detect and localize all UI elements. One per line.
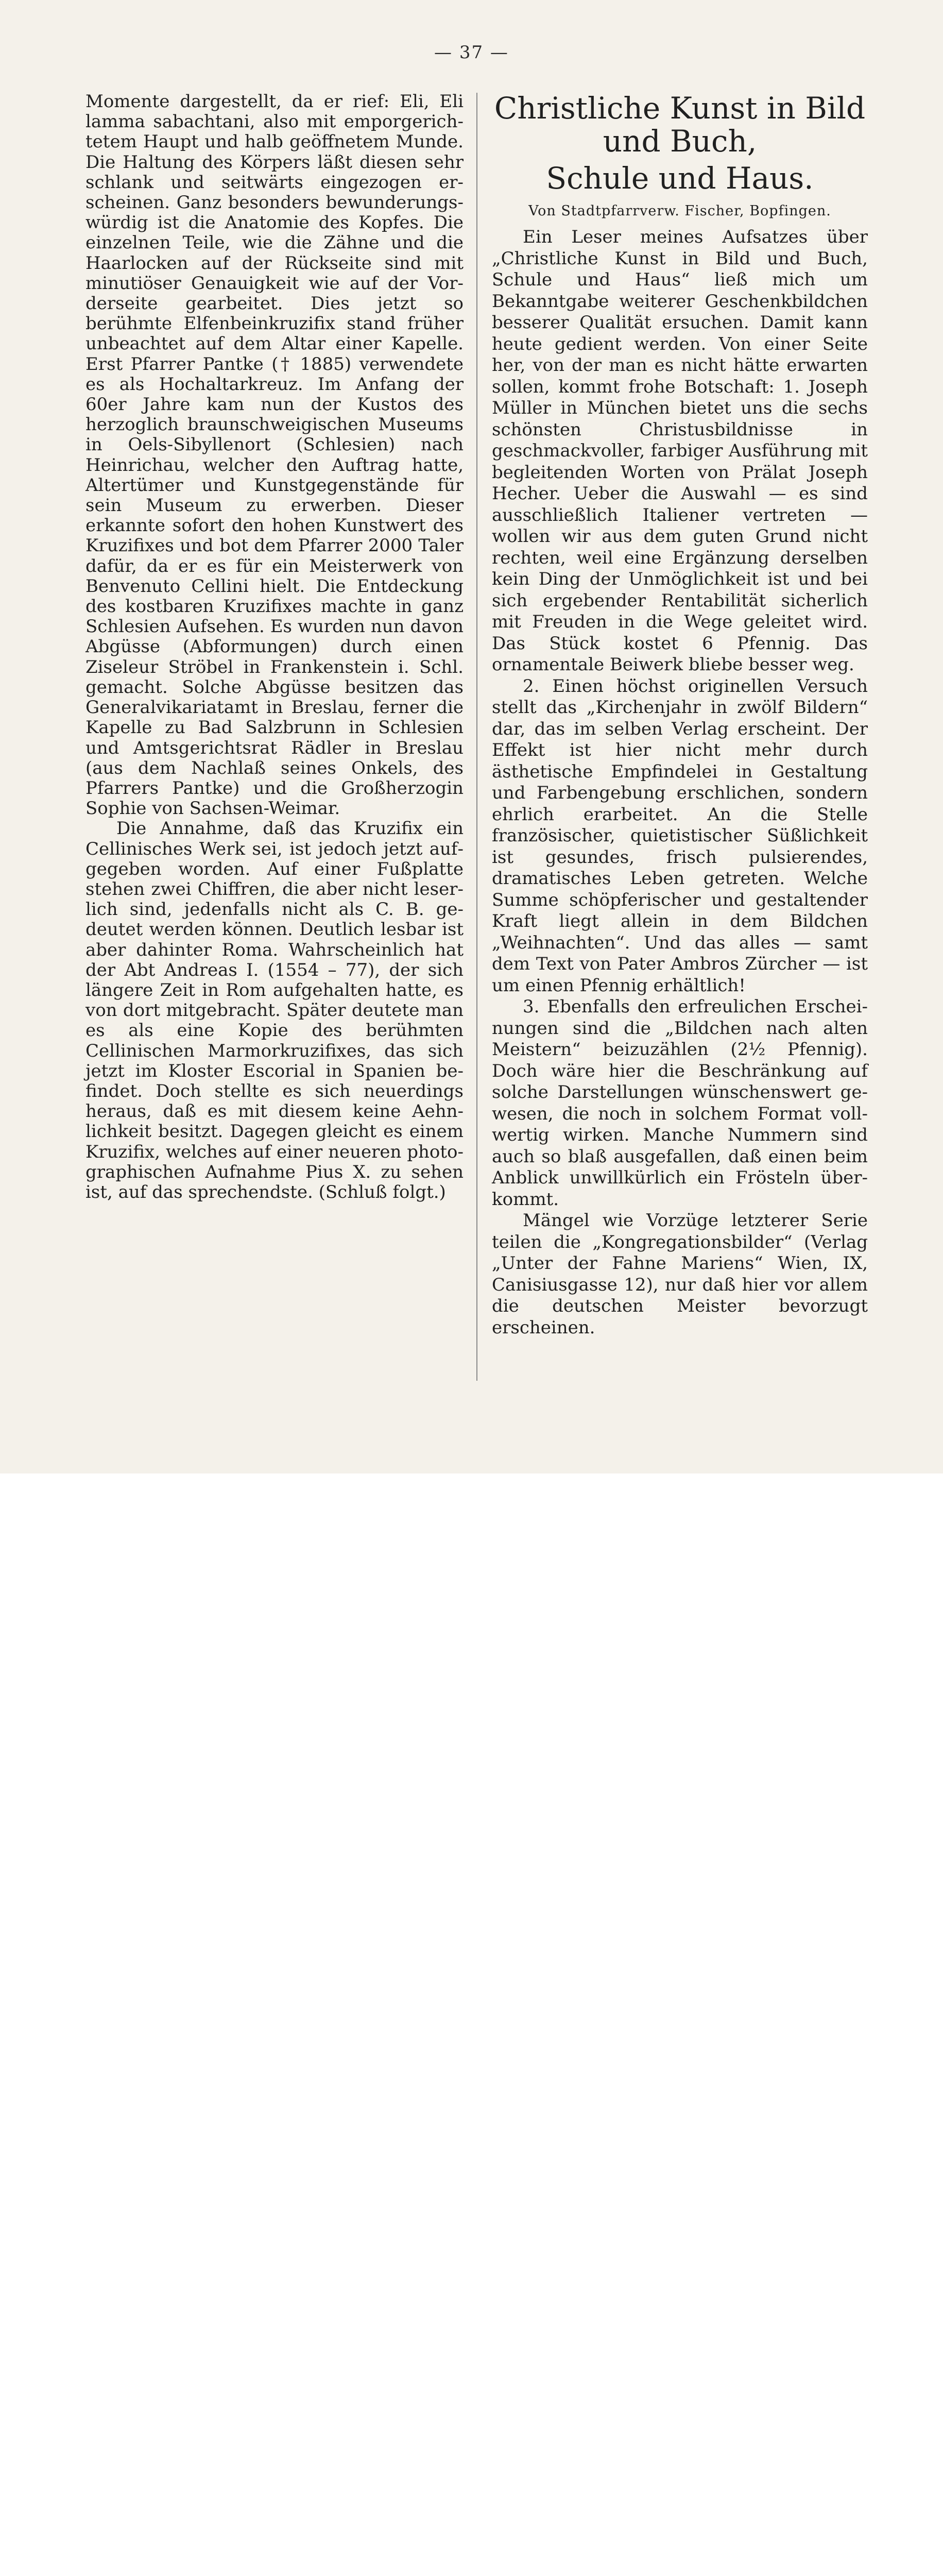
viewer-footer bbox=[0, 1473, 943, 1548]
article-title: Christliche Kunst in Bild und Buch, bbox=[494, 91, 866, 159]
column-divider bbox=[476, 93, 477, 1381]
article-subtitle: Schule und Haus. bbox=[546, 161, 814, 196]
paragraph: 3. Ebenfalls den erfreulichen Erscheinungen sind die „Bildchen nach alten Meistern“ beizuzählen (2½ Pfennig). Doch wäre hier die Beschränkung auf solche Darstellungen wünschenswert gewesen, die noch in solchem Format vollwertig wirken. Manche Nummern sind auch so blaß ausgefallen, daß einen beim Anblick unwillkürlich ein Frösteln überkommt. bbox=[492, 996, 868, 1210]
byline: Von Stadtpfarrverw. Fischer, Bopfingen. bbox=[528, 203, 831, 219]
paragraph: Ein Leser meines Aufsatzes über „Christliche Kunst in Bild und Buch, Schule und Haus“ ließ mich um Bekanntgabe weiterer Geschenkbildchen besserer Qualität ersuchen. Damit kann heute gedient werden. Von einer Seite her, von der man es nicht hätte erwarten sollen, kommt frohe Botschaft: 1. Joseph Müller in München bietet uns die sechs schönsten Christusbildnisse in geschmackvoller, farbiger Ausführung mit begleitenden Worten von Prälat Joseph Hecher. Ueber die Auswahl — es sind ausschließlich Italiener vertreten — wollen wir aus dem guten Grund nicht rechten, weil eine Ergänzung derselben kein Ding der Unmöglichkeit ist und bei sich ergebender Rentabilität sicherlich mit Freuden in die Wege geleitet wird. Das Stück kostet 6 Pfennig. Das ornamentale Beiwerk bliebe besser weg. bbox=[492, 227, 868, 675]
paragraph: 2. Einen höchst originellen Versuch stellt das „Kirchenjahr in zwölf Bildern“ dar, das im selben Verlag erscheint. Der Effekt ist hier nicht mehr durch ästhetische Empfindelei in Gestaltung und Farbengebung erschlichen, sondern ehrlich erarbeitet. An die Stelle französischer, quietistischer Süßlichkeit ist gesundes, frisch pulsierendes, dramatisches Leben getreten. Welche Summe schöpferischer und gestaltender Kraft liegt allein in dem Bildchen „Weihnachten“. Und das alles — samt dem Text von Pater Ambros Zürcher — ist um einen Pfennig erhältlich! bbox=[492, 675, 868, 996]
page-number: — 37 — bbox=[434, 42, 509, 63]
paragraph: Die Annahme, daß das Kruzifix ein Cellinisches Werk sei, ist jedoch jetzt aufgegeben worden. Auf einer Fußplatte stehen zwei Chiffren, die aber nicht leserlich sind, jedenfalls nicht als C. B. gedeutet werden können. Deutlich lesbar ist aber dahinter Roma. Wahrscheinlich hat der Abt Andreas I. (1554 – 77), der sich längere Zeit in Rom aufgehalten hatte, es von dort mitgebracht. Später deutete man es als eine Kopie des berühmten Cellinischen Marmorkruzifixes, das sich jetzt im Kloster Escorial in Spanien befindet. Doch stellte es sich neuerdings heraus, daß es mit diesem keine Aehnlichkeit besitzt. Dagegen gleicht es einem Kruzifix, welches auf einer neueren photographischen Aufnahme Pius X. zu sehen ist, auf das sprechendste. (Schluß folgt.) bbox=[85, 818, 464, 1202]
paragraph: Momente dargestellt, da er rief: Eli, Eli lamma sabachtani, also mit emporgerichtetem Haupt und halb geöffnetem Munde. Die Haltung des Körpers läßt diesen sehr schlank und seitwärts eingezogen erscheinen. Ganz besonders bewunderungswürdig ist die Anatomie des Kopfes. Die einzelnen Teile, wie die Zähne und die Haarlocken auf der Rückseite sind mit minutiöser Genauigkeit wie auf der Vorderseite gearbeitet. Dies jetzt so berühmte Elfenbeinkruzifix stand früher unbeachtet auf dem Altar einer Kapelle. Erst Pfarrer Pantke († 1885) verwendete es als Hochaltarkreuz. Im Anfang der 60er Jahre kam nun der Kustos des herzoglich braunschweigischen Museums in Oels-Sibyllenort (Schlesien) nach Heinrichau, welcher den Auftrag hatte, Altertümer und Kunstgegenstände für sein Museum zu erwerben. Dieser erkannte sofort den hohen Kunstwert des Kruzifixes und bot dem Pfarrer 2000 Taler dafür, da er es für ein Meisterwerk von Benvenuto Cellini hielt. Die Entdeckung des kostbaren Kruzifixes machte in ganz Schlesien Aufsehen. Es wurden nun davon Abgüsse (Abformungen) durch einen Ziseleur Ströbel in Frankenstein i. Schl. gemacht. Solche Abgüsse besitzen das Generalvikariatamt in Breslau, ferner die Kapelle zu Bad Salzbrunn in Schlesien und Amtsgerichtsrat Rädler in Breslau (aus dem Nachlaß seines Onkels, des Pfarrers Pantke) und die Großherzogin Sophie von Sachsen-Weimar. bbox=[85, 91, 464, 819]
right-column bbox=[492, 92, 868, 1338]
left-column bbox=[85, 92, 464, 1202]
paragraph: Mängel wie Vorzüge letzterer Serie teilen die „Kongregationsbilder“ (Verlag „Unter der Fahne Mariens“ Wien, IX, Canisiusgasse 12), nur daß hier vor allem die deutschen Meister bevorzugt erscheinen. bbox=[492, 1210, 868, 1338]
